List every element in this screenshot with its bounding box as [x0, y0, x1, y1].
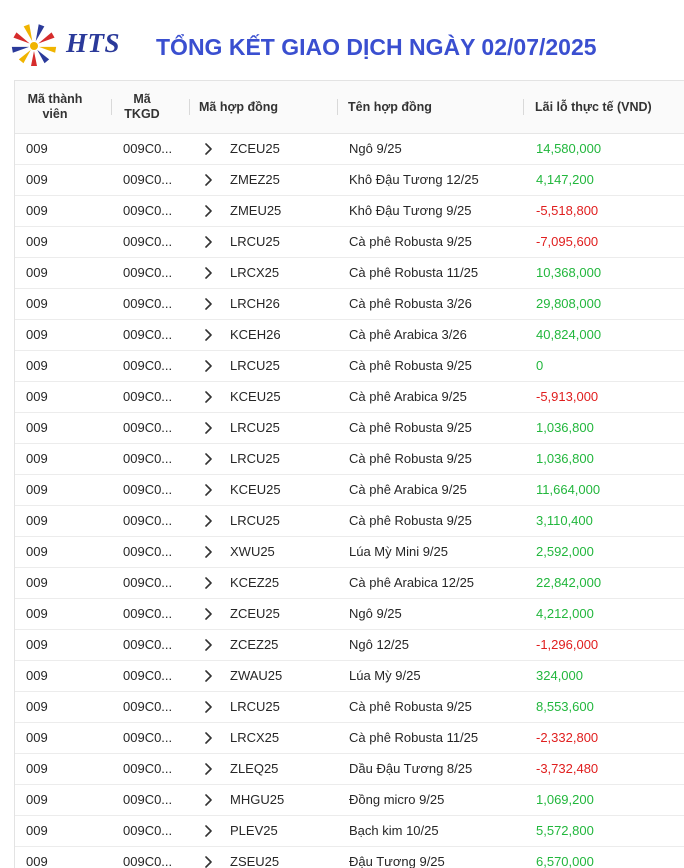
- contract-code-cell: ZCEU25: [230, 606, 280, 621]
- member-code-cell: 009: [26, 513, 48, 528]
- contract-name-cell: Ngô 9/25: [349, 141, 402, 156]
- chevron-right-icon[interactable]: [201, 723, 215, 753]
- contract-code-cell: KCEU25: [230, 389, 281, 404]
- contract-code-cell: KCEU25: [230, 482, 281, 497]
- contract-code-cell: LRCU25: [230, 420, 280, 435]
- member-code-cell: 009: [26, 761, 48, 776]
- table-row[interactable]: [15, 599, 684, 630]
- chevron-right-icon[interactable]: [201, 599, 215, 629]
- col-header-contract-code[interactable]: Mã hợp đồng: [199, 99, 279, 114]
- table-row[interactable]: [15, 134, 684, 165]
- table-row[interactable]: [15, 847, 684, 868]
- account-code-cell: 009C0...: [123, 234, 173, 249]
- chevron-right-icon[interactable]: [201, 258, 215, 288]
- account-code-cell: 009C0...: [123, 327, 173, 342]
- account-code-cell: 009C0...: [123, 482, 173, 497]
- account-code-cell: 009C0...: [123, 823, 173, 838]
- pnl-value-cell: -7,095,600: [536, 234, 599, 249]
- table-row[interactable]: [15, 754, 684, 785]
- member-code-cell: 009: [26, 141, 48, 156]
- account-code-cell: 009C0...: [123, 265, 173, 280]
- contract-code-cell: PLEV25: [230, 823, 278, 838]
- account-code-cell: 009C0...: [123, 296, 173, 311]
- pnl-value-cell: 1,069,200: [536, 792, 594, 807]
- chevron-right-icon[interactable]: [201, 568, 215, 598]
- chevron-right-icon[interactable]: [201, 506, 215, 536]
- page-header: [0, 0, 684, 80]
- table-row[interactable]: [15, 630, 684, 661]
- contract-code-cell: LRCH26: [230, 296, 280, 311]
- pnl-value-cell: -3,732,480: [536, 761, 599, 776]
- column-separator: [111, 99, 112, 115]
- column-separator: [523, 99, 524, 115]
- table-row[interactable]: [15, 320, 684, 351]
- contract-code-cell: LRCU25: [230, 699, 280, 714]
- contract-name-cell: Lúa Mỳ 9/25: [349, 668, 421, 683]
- column-separator: [337, 99, 338, 115]
- contract-code-cell: KCEH26: [230, 327, 281, 342]
- account-code-cell: 009C0...: [123, 792, 173, 807]
- contract-name-cell: Cà phê Robusta 9/25: [349, 358, 472, 373]
- pnl-value-cell: 40,824,000: [536, 327, 602, 342]
- account-code-cell: 009C0...: [123, 730, 173, 745]
- table-row[interactable]: [15, 227, 684, 258]
- col-header-member[interactable]: Mã thành viên: [27, 92, 83, 121]
- pnl-value-cell: 2,592,000: [536, 544, 594, 559]
- chevron-right-icon[interactable]: [201, 351, 215, 381]
- pnl-value-cell: -1,296,000: [536, 637, 599, 652]
- member-code-cell: 009: [26, 730, 48, 745]
- contract-name-cell: Cà phê Arabica 3/26: [349, 327, 467, 342]
- contract-name-cell: Cà phê Robusta 9/25: [349, 513, 472, 528]
- pnl-value-cell: 29,808,000: [536, 296, 602, 311]
- chevron-right-icon[interactable]: [201, 382, 215, 412]
- account-code-cell: 009C0...: [123, 699, 173, 714]
- table-row[interactable]: [15, 289, 684, 320]
- chevron-right-icon[interactable]: [201, 785, 215, 815]
- chevron-right-icon[interactable]: [201, 289, 215, 319]
- contract-code-cell: ZCEU25: [230, 141, 280, 156]
- account-code-cell: 009C0...: [123, 420, 173, 435]
- chevron-right-icon[interactable]: [201, 847, 215, 868]
- chevron-right-icon[interactable]: [201, 537, 215, 567]
- table-row[interactable]: [15, 475, 684, 506]
- col-header-pnl[interactable]: Lãi lỗ thực tế (VND): [535, 99, 652, 114]
- pnl-value-cell: 6,570,000: [536, 854, 594, 868]
- member-code-cell: 009: [26, 575, 48, 590]
- pnl-value-cell: 1,036,800: [536, 420, 594, 435]
- chevron-right-icon[interactable]: [201, 661, 215, 691]
- member-code-cell: 009: [26, 172, 48, 187]
- table-row[interactable]: [15, 196, 684, 227]
- table-row[interactable]: [15, 382, 684, 413]
- brand-name: HTS: [66, 28, 121, 58]
- pnl-value-cell: 11,664,000: [536, 482, 601, 497]
- member-code-cell: 009: [26, 327, 48, 342]
- pnl-value-cell: 0: [536, 358, 544, 373]
- contract-code-cell: ZSEU25: [230, 854, 280, 868]
- chevron-right-icon[interactable]: [201, 754, 215, 784]
- pnl-value-cell: 1,036,800: [536, 451, 594, 466]
- col-header-account[interactable]: Mã TKGD: [124, 92, 160, 121]
- account-code-cell: 009C0...: [123, 451, 173, 466]
- pnl-value-cell: 324,000: [536, 668, 583, 683]
- hts-logo-icon: [8, 18, 64, 74]
- pnl-value-cell: -2,332,800: [536, 730, 599, 745]
- contract-name-cell: Cà phê Robusta 9/25: [349, 451, 472, 466]
- trade-summary-table: [14, 80, 684, 868]
- contract-name-cell: Cà phê Robusta 9/25: [349, 699, 472, 714]
- member-code-cell: 009: [26, 389, 48, 404]
- chevron-right-icon[interactable]: [201, 816, 215, 846]
- table-row[interactable]: [15, 785, 684, 816]
- contract-name-cell: Cà phê Robusta 3/26: [349, 296, 472, 311]
- member-code-cell: 009: [26, 296, 48, 311]
- member-code-cell: 009: [26, 854, 48, 868]
- contract-code-cell: XWU25: [230, 544, 275, 559]
- account-code-cell: 009C0...: [123, 761, 173, 776]
- pnl-value-cell: -5,518,800: [536, 203, 599, 218]
- column-separator: [189, 99, 190, 115]
- member-code-cell: 009: [26, 420, 48, 435]
- chevron-right-icon[interactable]: [201, 413, 215, 443]
- contract-name-cell: Cà phê Arabica 9/25: [349, 482, 467, 497]
- account-code-cell: 009C0...: [123, 544, 173, 559]
- table-row[interactable]: [15, 661, 684, 692]
- account-code-cell: 009C0...: [123, 606, 173, 621]
- contract-code-cell: ZLEQ25: [230, 761, 279, 776]
- member-code-cell: 009: [26, 544, 48, 559]
- col-header-contract-name[interactable]: Tên hợp đồng: [348, 99, 432, 114]
- contract-name-cell: Cà phê Arabica 12/25: [349, 575, 475, 590]
- contract-name-cell: Cà phê Arabica 9/25: [349, 389, 467, 404]
- account-code-cell: 009C0...: [123, 172, 173, 187]
- account-code-cell: 009C0...: [123, 854, 173, 868]
- account-code-cell: 009C0...: [123, 358, 173, 373]
- account-code-cell: 009C0...: [123, 513, 173, 528]
- chevron-right-icon[interactable]: [201, 475, 215, 505]
- contract-name-cell: Ngô 9/25: [349, 606, 402, 621]
- account-code-cell: 009C0...: [123, 141, 173, 156]
- account-code-cell: 009C0...: [123, 203, 173, 218]
- table-row[interactable]: [15, 351, 684, 382]
- account-code-cell: 009C0...: [123, 637, 173, 652]
- page-title: TỔNG KẾT GIAO DỊCH NGÀY 02/07/2025: [156, 34, 597, 60]
- member-code-cell: 009: [26, 203, 48, 218]
- contract-name-cell: Bạch kim 10/25: [349, 823, 439, 838]
- pnl-value-cell: 5,572,800: [536, 823, 594, 838]
- pnl-value-cell: 4,212,000: [536, 606, 594, 621]
- contract-name-cell: Cà phê Robusta 9/25: [349, 420, 472, 435]
- member-code-cell: 009: [26, 482, 48, 497]
- table-row[interactable]: [15, 692, 684, 723]
- pnl-value-cell: 8,553,600: [536, 699, 594, 714]
- contract-code-cell: ZWAU25: [230, 668, 283, 683]
- member-code-cell: 009: [26, 358, 48, 373]
- member-code-cell: 009: [26, 451, 48, 466]
- contract-code-cell: LRCU25: [230, 451, 280, 466]
- table-row[interactable]: [15, 568, 684, 599]
- contract-name-cell: Cà phê Robusta 11/25: [349, 730, 479, 745]
- member-code-cell: 009: [26, 792, 48, 807]
- pnl-value-cell: 14,580,000: [536, 141, 602, 156]
- table-row[interactable]: [15, 537, 684, 568]
- pnl-value-cell: -5,913,000: [536, 389, 599, 404]
- contract-code-cell: LRCX25: [230, 730, 280, 745]
- pnl-value-cell: 22,842,000: [536, 575, 602, 590]
- table-body: [15, 134, 684, 868]
- contract-name-cell: Dầu Đậu Tương 8/25: [349, 761, 473, 776]
- pnl-value-cell: 3,110,400: [536, 513, 593, 528]
- contract-name-cell: Đồng micro 9/25: [349, 792, 445, 807]
- contract-code-cell: LRCU25: [230, 513, 280, 528]
- pnl-value-cell: 4,147,200: [536, 172, 594, 187]
- chevron-right-icon[interactable]: [201, 320, 215, 350]
- table-row[interactable]: [15, 506, 684, 537]
- member-code-cell: 009: [26, 637, 48, 652]
- contract-code-cell: ZCEZ25: [230, 637, 279, 652]
- account-code-cell: 009C0...: [123, 668, 173, 683]
- chevron-right-icon[interactable]: [201, 444, 215, 474]
- contract-code-cell: KCEZ25: [230, 575, 280, 590]
- table-row[interactable]: [15, 258, 684, 289]
- contract-code-cell: LRCU25: [230, 358, 280, 373]
- contract-code-cell: LRCX25: [230, 265, 280, 280]
- chevron-right-icon[interactable]: [201, 227, 215, 257]
- chevron-right-icon[interactable]: [201, 692, 215, 722]
- table-row[interactable]: [15, 165, 684, 196]
- chevron-right-icon[interactable]: [201, 134, 215, 164]
- member-code-cell: 009: [26, 234, 48, 249]
- chevron-right-icon[interactable]: [201, 165, 215, 195]
- contract-code-cell: LRCU25: [230, 234, 280, 249]
- member-code-cell: 009: [26, 823, 48, 838]
- member-code-cell: 009: [26, 699, 48, 714]
- contract-name-cell: Ngô 12/25: [349, 637, 409, 652]
- contract-name-cell: Cà phê Robusta 11/25: [349, 265, 479, 280]
- contract-name-cell: Cà phê Robusta 9/25: [349, 234, 472, 249]
- contract-code-cell: ZMEU25: [230, 203, 282, 218]
- member-code-cell: 009: [26, 606, 48, 621]
- contract-name-cell: Khô Đậu Tương 12/25: [349, 172, 479, 187]
- chevron-right-icon[interactable]: [201, 196, 215, 226]
- contract-name-cell: Đậu Tương 9/25: [349, 854, 445, 868]
- account-code-cell: 009C0...: [123, 389, 173, 404]
- contract-name-cell: Lúa Mỳ Mini 9/25: [349, 544, 448, 559]
- contract-name-cell: Khô Đậu Tương 9/25: [349, 203, 472, 218]
- account-code-cell: 009C0...: [123, 575, 173, 590]
- table-row[interactable]: [15, 816, 684, 847]
- member-code-cell: 009: [26, 265, 48, 280]
- table-row[interactable]: [15, 444, 684, 475]
- contract-code-cell: MHGU25: [230, 792, 285, 807]
- table-header: [15, 81, 684, 134]
- pnl-value-cell: 10,368,000: [536, 265, 602, 280]
- member-code-cell: 009: [26, 668, 48, 683]
- contract-code-cell: ZMEZ25: [230, 172, 280, 187]
- chevron-right-icon[interactable]: [201, 630, 215, 660]
- table-row[interactable]: [15, 413, 684, 444]
- table-row[interactable]: [15, 723, 684, 754]
